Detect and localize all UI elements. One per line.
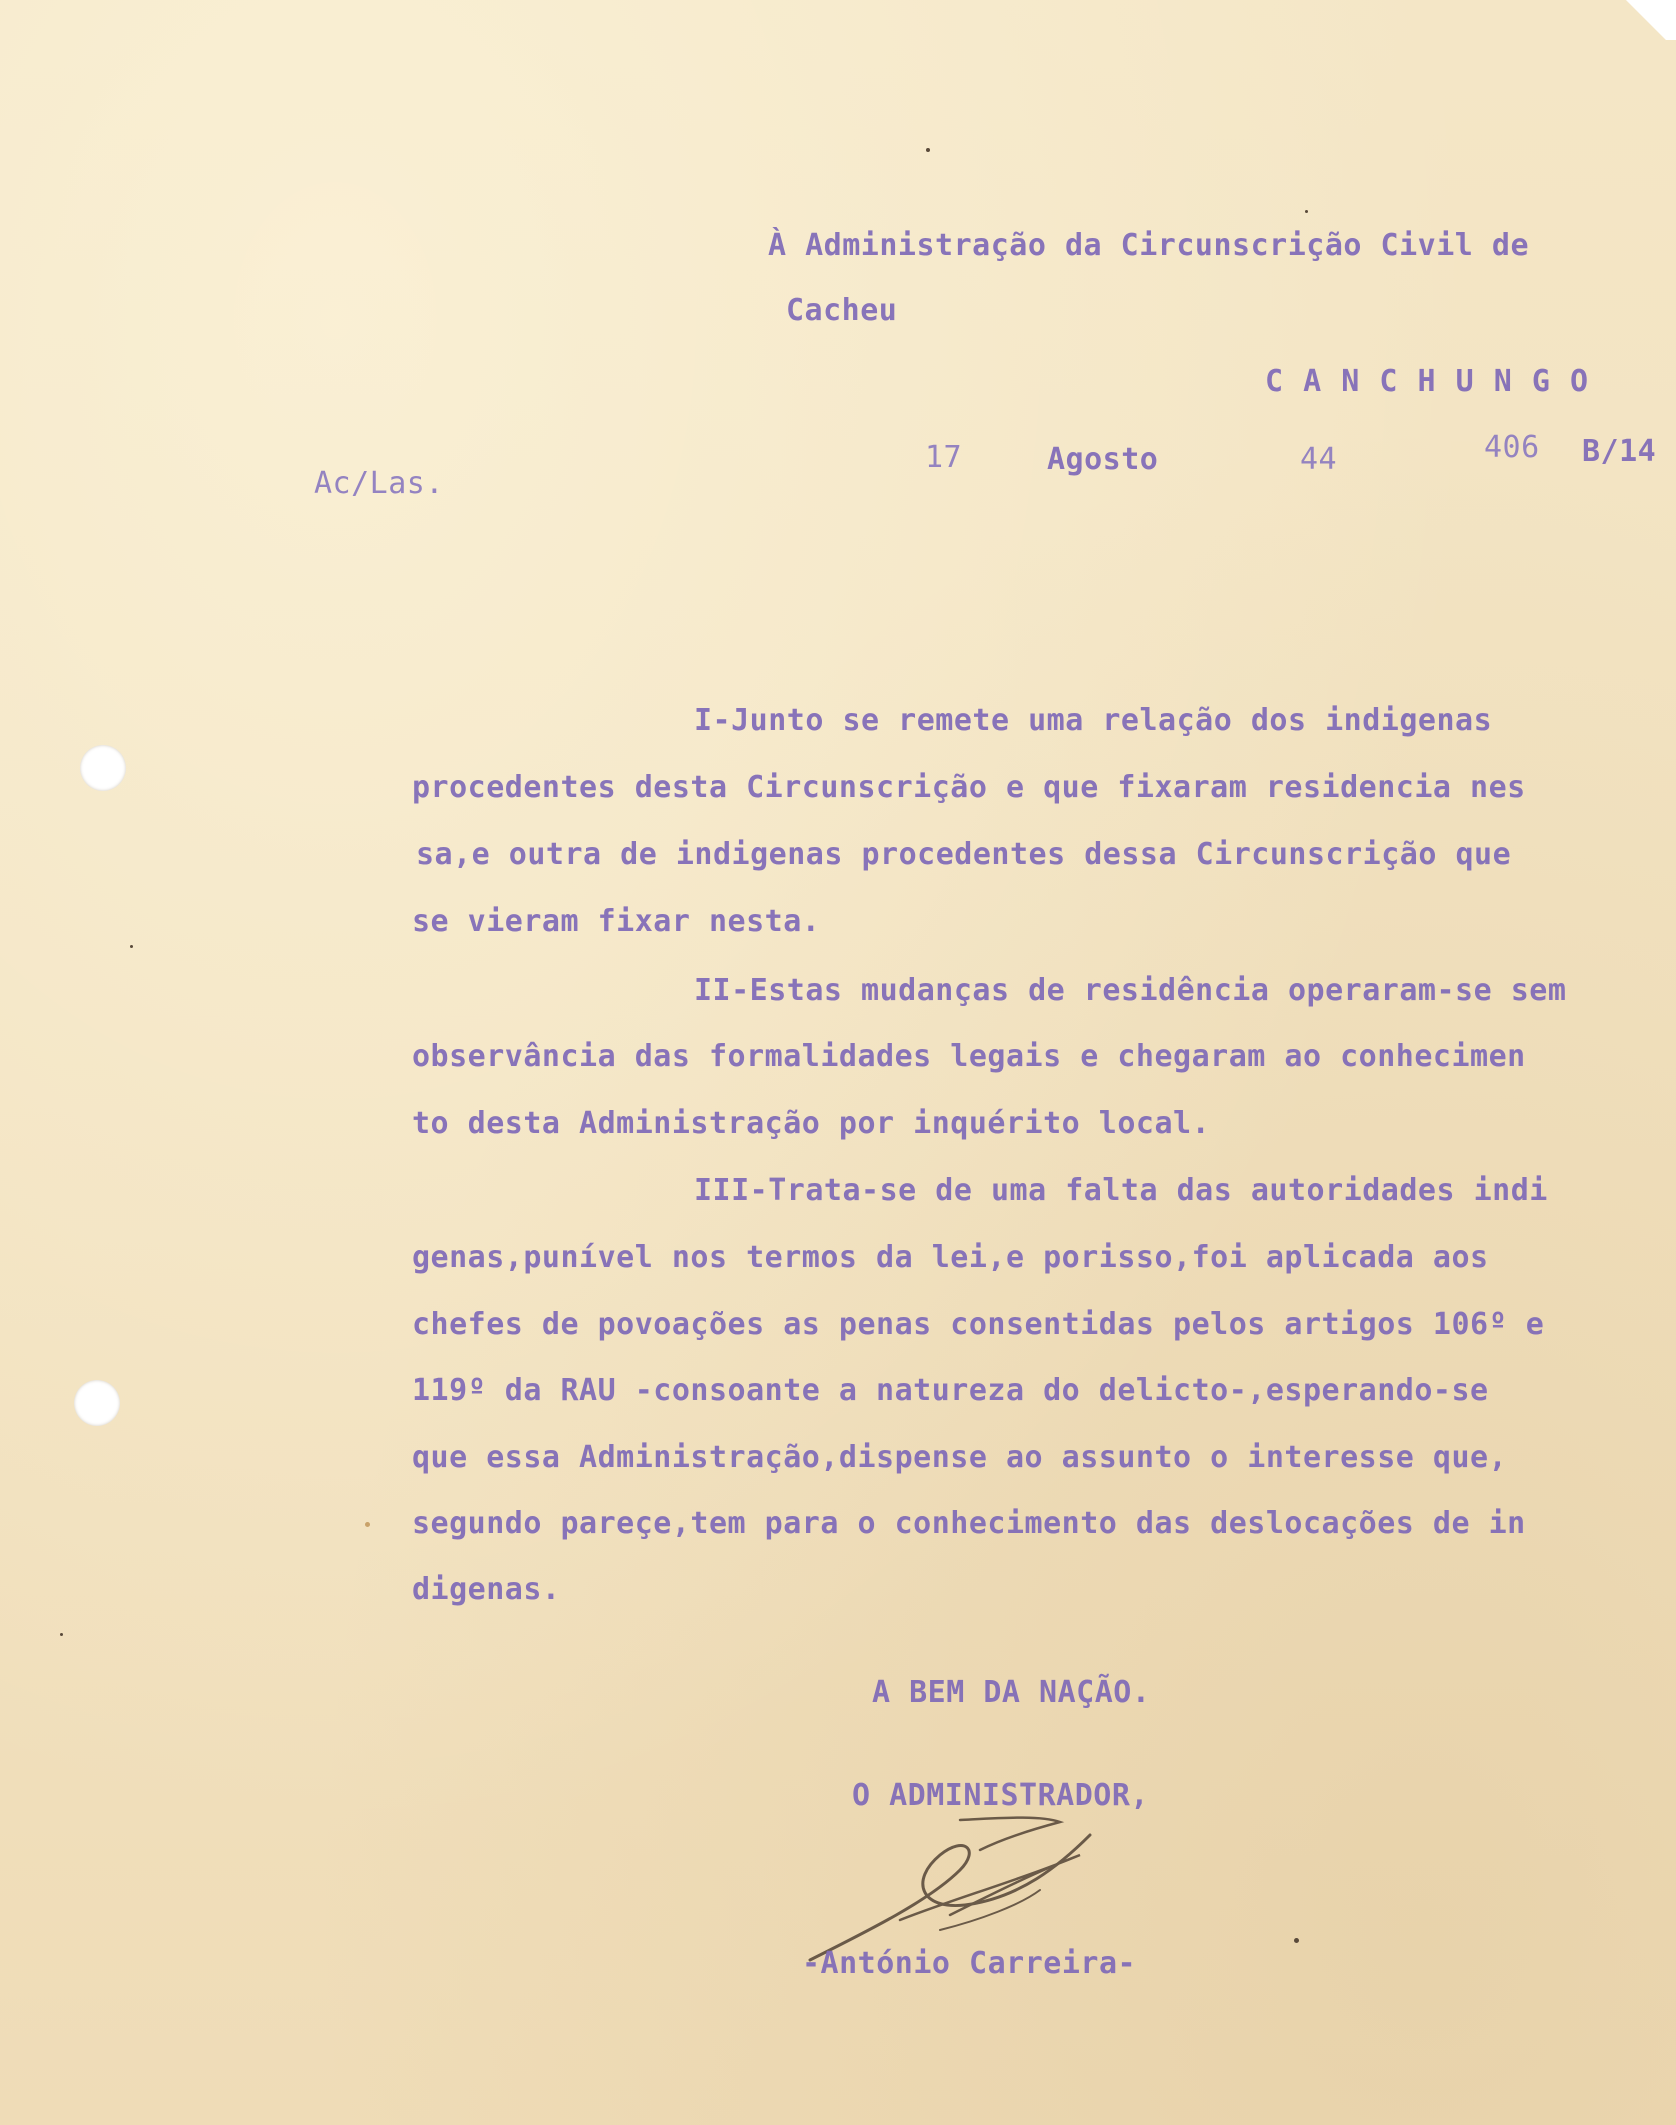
place-name: C A N C H U N G O [1265,364,1590,399]
torn-corner [1606,0,1676,40]
body-line: segundo pareçe,tem para o conhecimento das deslocações de in [412,1506,1526,1541]
paper-speck [1305,210,1308,213]
paper-speck [130,945,133,948]
paper-speck [365,1522,370,1527]
punch-hole-top [80,745,126,791]
document-number: 406 [1484,430,1540,465]
body-line: I-Junto se remete uma relação dos indigenas [694,703,1493,738]
paper-speck [60,1633,63,1636]
date-month: Agosto [1047,442,1159,477]
signatory-name: -António Carreira- [802,1946,1137,1981]
body-line: se vieram fixar nesta. [412,904,821,939]
addressee-line-1: À Administração da Circunscrição Civil de [768,228,1530,263]
date-day: 17 [925,440,963,475]
document-code: B/14 [1582,434,1657,469]
closing-salutation: A BEM DA NAÇÃO. [872,1675,1151,1710]
paper-speck [1294,1938,1299,1943]
body-line: II-Estas mudanças de residência operaram-se sem [694,973,1567,1008]
body-line: to desta Administração por inquérito local. [412,1106,1211,1141]
addressee-line-2: Cacheu [786,293,898,328]
punch-hole-bottom [74,1380,120,1426]
body-line: que essa Administração,dispense ao assunto o interesse que, [412,1440,1508,1475]
paper-speck [926,148,930,152]
date-year: 44 [1300,442,1338,477]
body-line: sa,e outra de indigenas procedentes dessa Circunscrição que [416,837,1512,872]
body-line: digenas. [412,1572,561,1607]
body-line: III-Trata-se de uma falta das autoridades indi [694,1173,1548,1208]
body-line: observância das formalidades legais e chegaram ao conhecimen [412,1039,1526,1074]
body-line: procedentes desta Circunscrição e que fixaram residencia nes [412,770,1526,805]
body-line: chefes de povoações as penas consentidas pelos artigos 106º e [412,1307,1545,1342]
reference-initials: Ac/Las. [314,466,444,501]
body-line: genas,punível nos termos da lei,e porisso,foi aplicada aos [412,1240,1489,1275]
body-line: 119º da RAU -consoante a natureza do delicto-,esperando-se [412,1373,1489,1408]
closing-title: O ADMINISTRADOR, [852,1778,1149,1813]
